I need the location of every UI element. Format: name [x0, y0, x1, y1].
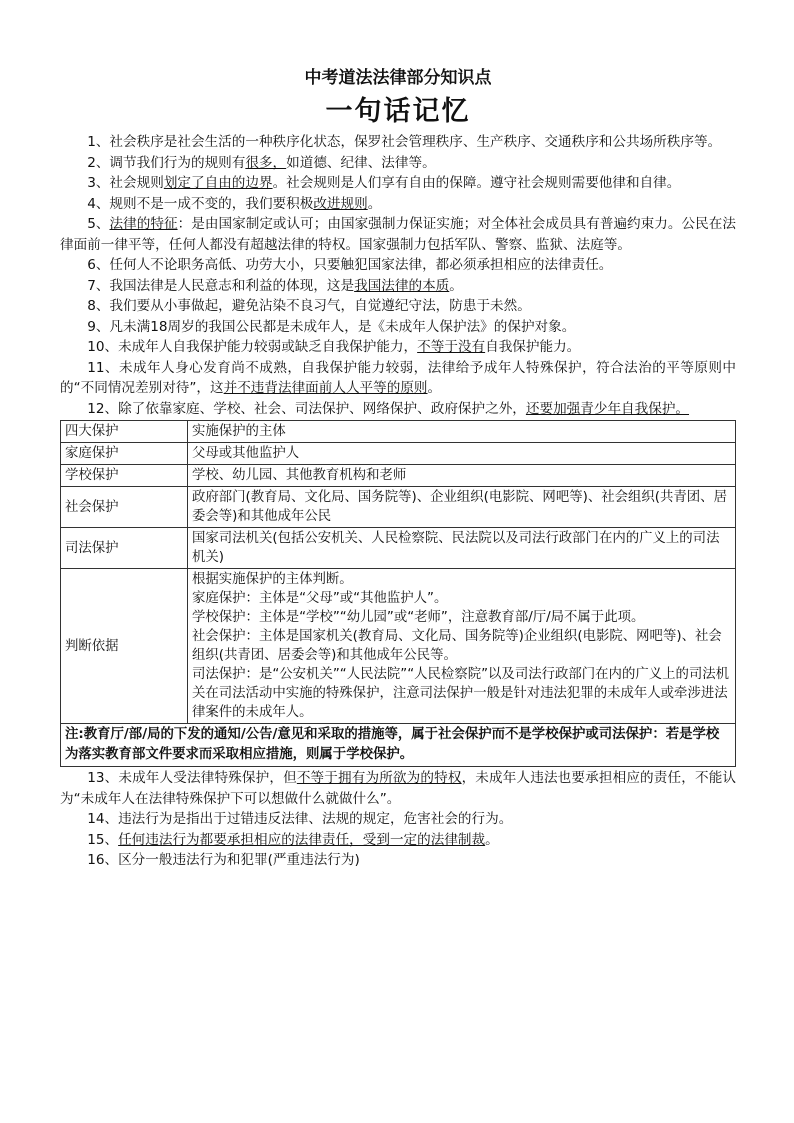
- table-row-content: 政府部门(教育局、文化局、国务院等)、企业组织(电影院、网吧等)、社会组织(共青团、居委会等)和其他成年公民: [188, 487, 736, 528]
- item-11-underlined: 并不违背法律面前人人平等的原则: [223, 380, 428, 396]
- judge-line: 根据实施保护的主体判断。: [192, 572, 353, 587]
- item-16: [60, 850, 736, 871]
- judge-line: 司法保护：是“公安机关”“人民法院”“人民检察院”以及司法行政部门在内的广义上的司法机关在司法活动中实施的特殊保护，注意司法保护一般是针对违法犯罪的未成年人或牵涉进法律案件的未成年人。: [192, 667, 730, 720]
- item-3: [60, 173, 736, 194]
- table-header-cell: 四大保护: [61, 421, 188, 443]
- table-row-label: 家庭保护: [61, 443, 188, 465]
- document-page: [60, 66, 736, 871]
- item-15: [60, 830, 736, 851]
- item-9: [60, 317, 736, 338]
- item-10: [60, 337, 736, 358]
- judge-line: 家庭保护：主体是“父母”或“其他监护人”。: [192, 591, 448, 606]
- table-row-content: 父母或其他监护人: [188, 443, 736, 465]
- item-6: [60, 255, 736, 276]
- document-subtitle: 一句话记忆: [325, 96, 471, 127]
- item-11-text-end: 。: [427, 380, 442, 396]
- table-note: 注:教育厅/部/局的下发的通知/公告/意见和采取的措施等，属于社会保护而不是学校保护或司法保护：若是学校为落实教育部文件要求而采取相应措施，则属于学校保护。: [61, 724, 736, 767]
- item-13-underlined: 不等于拥有为所欲为的特权: [296, 770, 462, 786]
- item-2-text: 2、调节我们行为的规则有: [87, 154, 246, 171]
- item-16-text: 16、区分一般违法行为和犯罪(严重违法行为): [87, 852, 360, 868]
- item-3-text: 3、社会规则: [87, 175, 164, 191]
- table-row-label: 司法保护: [61, 528, 188, 569]
- protection-table: [60, 420, 736, 767]
- table-note-row: [61, 724, 736, 767]
- item-2-underlined: 很多，: [245, 154, 287, 171]
- table-row: [61, 487, 736, 528]
- item-4: [60, 194, 736, 215]
- item-12: [60, 399, 736, 420]
- item-14-text: 14、违法行为是指出于过错违反法律、法规的规定，危害社会的行为。: [87, 811, 513, 827]
- item-15-underlined: 任何违法行为都要承担相应的法律责任，受到一定的法律制裁: [118, 831, 486, 848]
- item-11-text: 11、未成年人身心发育尚不成熟，自我保护能力较弱，法律给予成年人特殊保护，符合法治的平等原则中的“不同情况差别对待”，这: [60, 359, 736, 396]
- item-2-text-end: 如道德、纪律、法律等。: [286, 154, 436, 171]
- item-7-text: 7、我国法律是人民意志和利益的体现，这是: [87, 277, 355, 294]
- item-15-text: 15、: [87, 831, 119, 848]
- table-row: [61, 443, 736, 465]
- table-header-cell: 实施保护的主体: [188, 421, 736, 443]
- table-row-content: 国家司法机关(包括公安机关、人民检察院、民法院以及司法行政部门在内的广义上的司法机关): [188, 528, 736, 569]
- item-2: [60, 153, 736, 174]
- item-3-text-end: 。社会规则是人们享有自由的保障。遵守社会规则需要他律和自律。: [272, 175, 681, 191]
- table-row-content: 学校、幼儿园、其他教育机构和老师: [188, 465, 736, 487]
- item-4-text-end: 。: [367, 195, 382, 212]
- item-8-text: 8、我们要从小事做起，避免沾染不良习气，自觉遵纪守法，防患于未然。: [87, 298, 531, 314]
- item-1-text: 1、社会秩序是社会生活的一种秩序化状态，保罗社会管理秩序、生产秩序、交通秩序和公共场所秩序等。: [87, 134, 722, 150]
- item-7: [60, 276, 736, 297]
- item-13-text-end: ，未成年人违法也要承担相应的责任，不能认为“未成年人在法律特殊保护下可以想做什么就做什么”。: [60, 770, 737, 807]
- judge-line: 学校保护：主体是“学校”“幼儿园”或“老师”，注意教育部/厅/局不属于此项。: [192, 610, 645, 625]
- table-row-judge: [61, 569, 736, 724]
- item-11: [60, 358, 736, 399]
- table-row-label: 学校保护: [61, 465, 188, 487]
- item-5-text-end: ：是由国家制定或认可；由国家强制力保证实施；对全体社会成员具有普遍约束力。公民在法律面前一律平等，任何人都没有超越法律的特权。国家强制力包括军队、警察、监狱、法庭等。: [60, 216, 736, 253]
- table-row: [61, 465, 736, 487]
- item-8: [60, 296, 736, 317]
- table-header-row: [61, 421, 736, 443]
- item-13: [60, 768, 736, 809]
- item-15-text-end: 。: [485, 831, 499, 848]
- item-10-underlined: 不等于没有: [417, 339, 486, 355]
- item-3-underlined: 划定了自由的边界: [163, 175, 273, 191]
- item-5-text: 5、: [87, 216, 110, 232]
- item-7-underlined: 我国法律的本质: [354, 277, 450, 294]
- item-1: [60, 132, 736, 153]
- table-row-content: [188, 569, 736, 724]
- item-7-text-end: 。: [449, 277, 463, 294]
- item-6-text: 6、任何人不论职务高低、功劳大小，只要触犯国家法律，都必须承担相应的法律责任。: [87, 257, 613, 273]
- item-5-underlined: 法律的特征: [109, 216, 178, 232]
- item-13-text: 13、未成年人受法律特殊保护，但: [87, 770, 297, 786]
- judge-line: 社会保护：主体是国家机关(教育局、文化局、国务院等)企业组织(电影院、网吧等)、社会组织(共青团、居委会等)和其他成年公民等。: [192, 629, 722, 663]
- item-12-text: 12、除了依靠家庭、学校、社会、司法保护、网络保护、政府保护之外，: [87, 400, 526, 417]
- item-4-text: 4、规则不是一成不变的，我们要积极: [87, 195, 314, 212]
- table-row: [61, 528, 736, 569]
- item-12-underlined: 还要加强青少年自我保护。: [525, 400, 690, 417]
- table-row-label: 社会保护: [61, 487, 188, 528]
- item-5: [60, 214, 736, 255]
- item-4-underlined: 改进规则: [313, 195, 368, 212]
- item-10-text: 10、未成年人自我保护能力较弱或缺乏自我保护能力，: [87, 339, 418, 355]
- item-14: [60, 809, 736, 830]
- document-title: 中考道法法律部分知识点: [304, 68, 492, 88]
- item-9-text: 9、凡未满18周岁的我国公民都是未成年人，是《未成年人保护法》的保护对象。: [87, 318, 576, 335]
- item-10-text-end: 自我保护能力。: [485, 339, 581, 355]
- table-row-label: 判断依据: [61, 569, 188, 724]
